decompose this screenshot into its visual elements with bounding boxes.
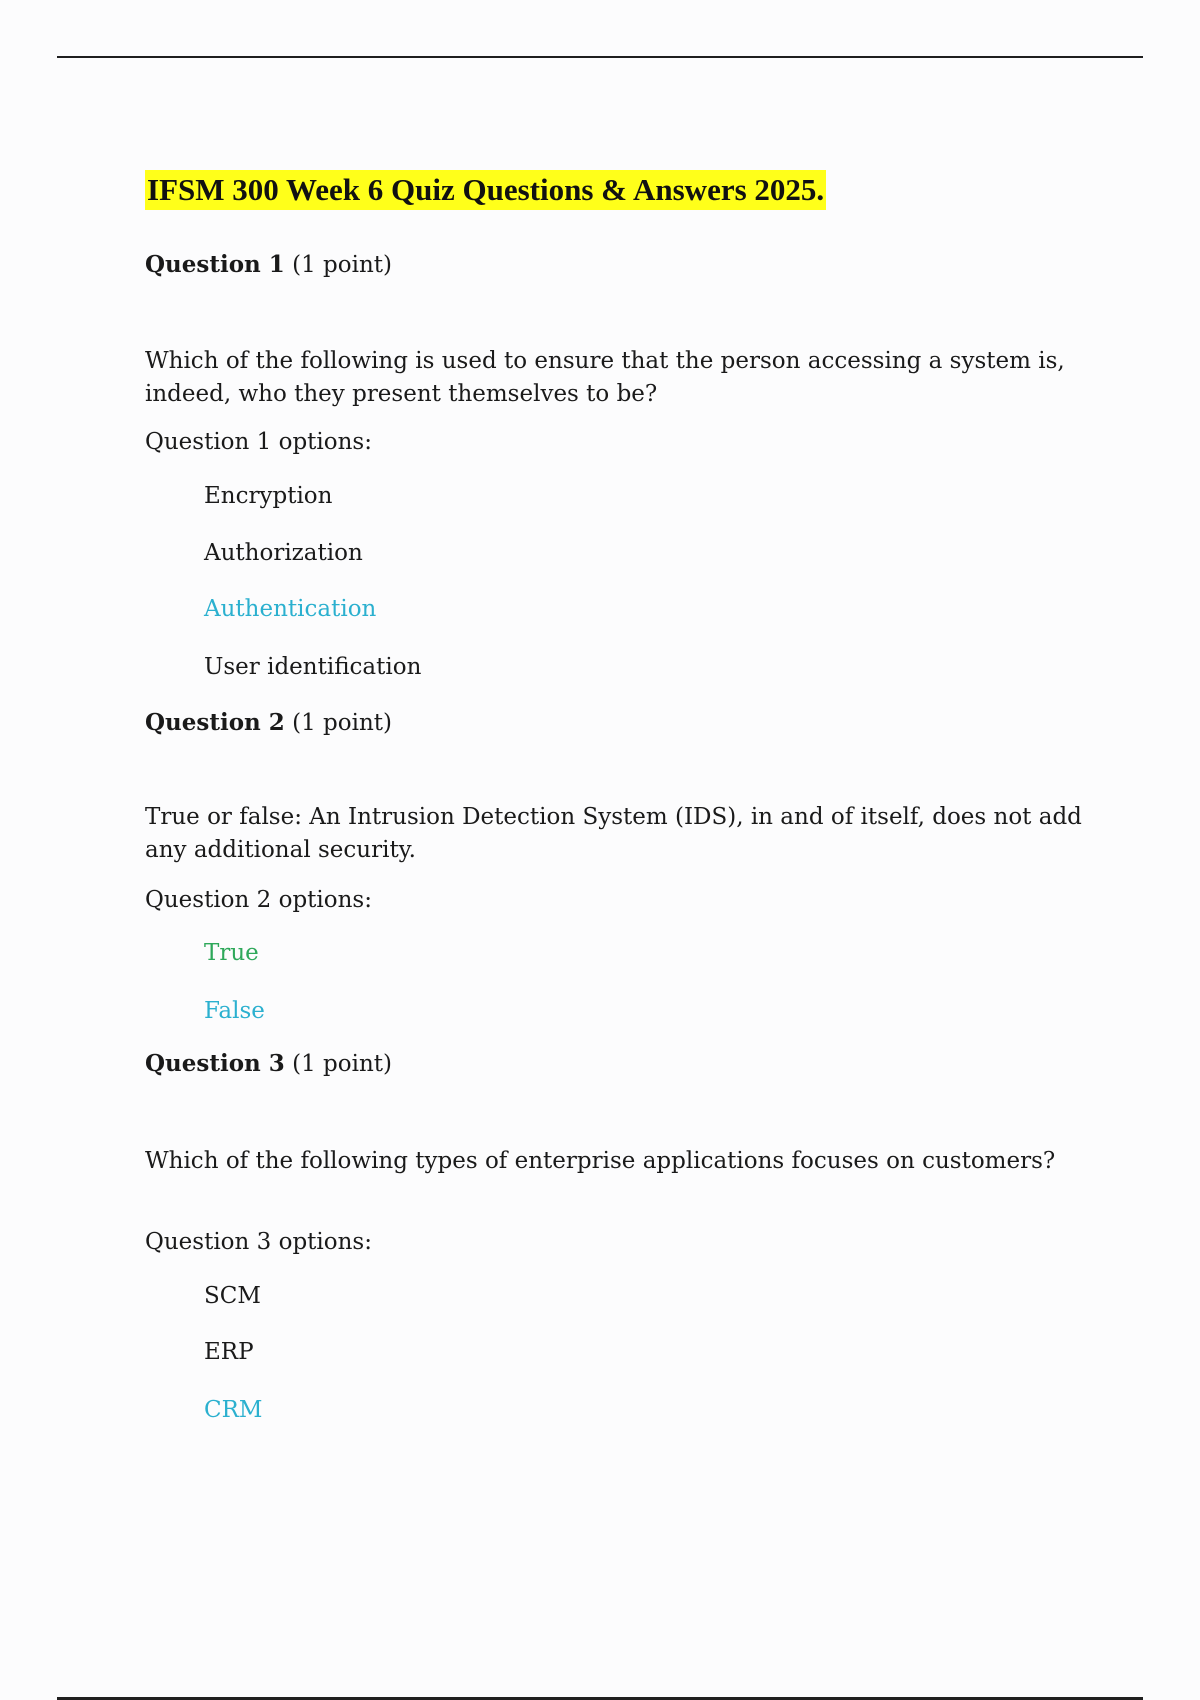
- question-2-label: Question 2: [145, 709, 285, 736]
- question-2-options-label: Question 2 options:: [145, 887, 372, 913]
- question-1-option: User identification: [204, 654, 422, 680]
- question-3-label: Question 3: [145, 1050, 285, 1077]
- question-2-option-selected: True: [204, 940, 259, 966]
- question-1-option-correct: Authentication: [204, 596, 377, 622]
- question-2-points: (1 point): [292, 710, 392, 736]
- question-3-option: SCM: [204, 1283, 261, 1309]
- question-2-text: True or false: An Intrusion Detection System (IDS), in and of itself, does not add any additional security.: [145, 804, 1082, 863]
- question-1-label: Question 1: [145, 251, 285, 278]
- top-divider: [57, 56, 1143, 58]
- question-3-text: Which of the following types of enterprise applications focuses on customers?: [145, 1148, 1056, 1174]
- question-1-header: [145, 250, 392, 280]
- question-1-option: Encryption: [204, 483, 333, 509]
- question-3-option-correct: CRM: [204, 1397, 263, 1423]
- question-1-points: (1 point): [292, 252, 392, 278]
- question-3-points: (1 point): [292, 1051, 392, 1077]
- document-title: IFSM 300 Week 6 Quiz Questions & Answers 2025.: [145, 170, 826, 210]
- question-3-options-label: Question 3 options:: [145, 1229, 372, 1255]
- question-1-options-label: Question 1 options:: [145, 429, 372, 455]
- question-2-option-correct: False: [204, 998, 265, 1024]
- question-2-header: [145, 708, 392, 738]
- question-1-option: Authorization: [204, 540, 363, 566]
- question-1-text: Which of the following is used to ensure that the person accessing a system is, indeed, who they present themselves to be?: [145, 348, 1065, 407]
- question-3-option: ERP: [204, 1339, 254, 1365]
- question-3-header: [145, 1049, 392, 1079]
